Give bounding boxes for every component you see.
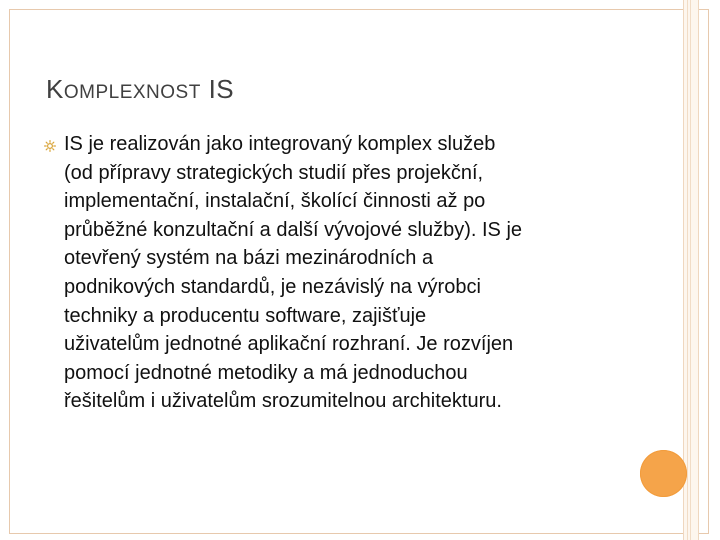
title-suffix: IS xyxy=(208,74,235,104)
bullet-line: implementační, instalační, školící činnosti až po xyxy=(64,190,486,213)
accent-strip-inner xyxy=(687,0,691,540)
bullet-line: uživatelům jednotné aplikační rozhraní. Je rozvíjen xyxy=(64,333,514,356)
title-initial: K xyxy=(46,74,64,104)
title-rest: OMPLEXNOST xyxy=(63,82,201,103)
bullet-line: otevřený systém na bázi mezinárodních a xyxy=(64,247,434,270)
bullet-text xyxy=(64,130,644,416)
bullet-line: techniky a producentu software, zajišťuje xyxy=(64,304,427,327)
bullet-line: (od přípravy strategických studií přes projekční, xyxy=(64,161,484,184)
bullet-line: pomocí jednotné metodiky a má jednoduchou xyxy=(64,361,468,384)
orange-circle-decoration xyxy=(640,450,687,497)
accent-strip xyxy=(683,0,699,540)
bullet-line: podnikových standardů, je nezávislý na výrobci xyxy=(64,275,481,298)
bullet-line: průběžné konzultační a další vývojové služby). IS je xyxy=(64,218,523,241)
bullet-line: řešitelům i uživatelům srozumitelnou architekturu. xyxy=(64,390,502,413)
sun-bullet-icon xyxy=(44,140,56,152)
slide-title xyxy=(46,74,234,108)
bullet-line: IS je realizován jako integrovaný komplex služeb xyxy=(64,133,496,155)
